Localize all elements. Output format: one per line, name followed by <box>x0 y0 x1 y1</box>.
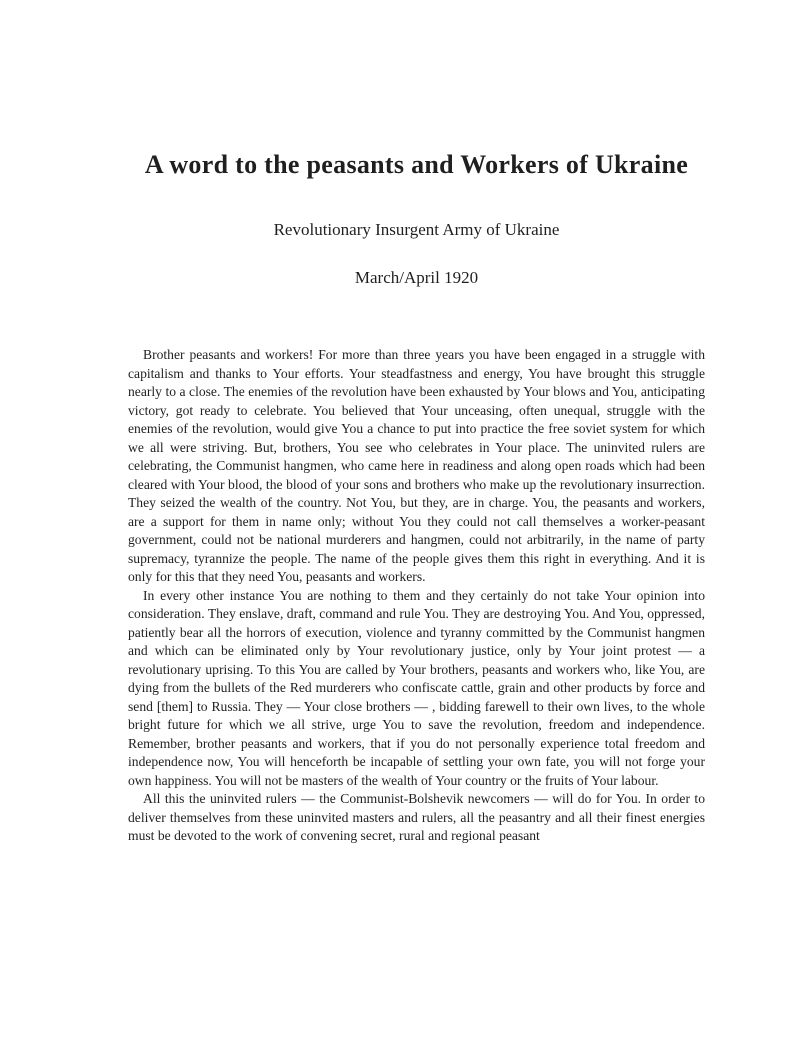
paragraph-1: Brother peasants and workers! For more than three years you have been engaged in a struggle with capitalism and thanks to Your efforts. Your steadfastness and energy, You have brought this struggle nearly to a close. The enemies of the revolution have been exhausted by Your blows and You, anticipating victory, got ready to celebrate. You believed that Your unceasing, often unequal, struggle with the enemies of the revolution, would give You a chance to put into practice the free soviet system for which we all were striving. But, brothers, You see who celebrates in Your place. The uninvited rulers are celebrating, the Communist hangmen, who came here in readiness and along open roads which had been cleared with Your blood, the blood of your sons and brothers who make up the revolutionary insurrection. They seized the wealth of the country. Not You, but they, are in charge. You, the peasants and workers, are a support for them in name only; without You they could not call themselves a worker-peasant government, could not be national murderers and hangmen, could not arbitrarily, in the name of party supremacy, tyrannize the people. The name of the people gives them this right in everything. And it is only for this that they need You, peasants and workers. <box>128 347 705 584</box>
document-author: Revolutionary Insurgent Army of Ukraine <box>273 220 560 239</box>
document-body <box>128 346 705 846</box>
document-title: A word to the peasants and Workers of Ukraine <box>144 150 689 179</box>
paragraph-2: In every other instance You are nothing to them and they certainly do not take Your opinion into consideration. They enslave, draft, command and rule You. They are destroying You. And You, oppressed, patiently bear all the horrors of execution, violence and tyranny committed by the Communist hangmen and which can be eliminated only by Your revolutionary justice, only by Your joint protest — a revolutionary uprising. To this You are called by Your brothers, peasants and workers who, like You, are dying from the bullets of the Red murderers who confiscate cattle, grain and other products by force and send [them] to Russia. They — Your close brothers — , bidding farewell to their own lives, to the whole bright future for which we all strive, urge You to save the revolution, freedom and independence. Remember, brother peasants and workers, that if you do not personally experience total freedom and independence now, You will henceforth be incapable of settling your own fate, you will not forge your own happiness. You will not be masters of the wealth of Your country or the fruits of Your labour. <box>128 587 705 788</box>
paragraph-3: All this the uninvited rulers — the Communist-Bolshevik newcomers — will do for You. In order to deliver themselves from these uninvited masters and rulers, all the peasantry and all their finest energies must be devoted to the work of convening secret, rural and regional peasant <box>128 791 705 843</box>
document-date: March/April 1920 <box>354 268 479 287</box>
